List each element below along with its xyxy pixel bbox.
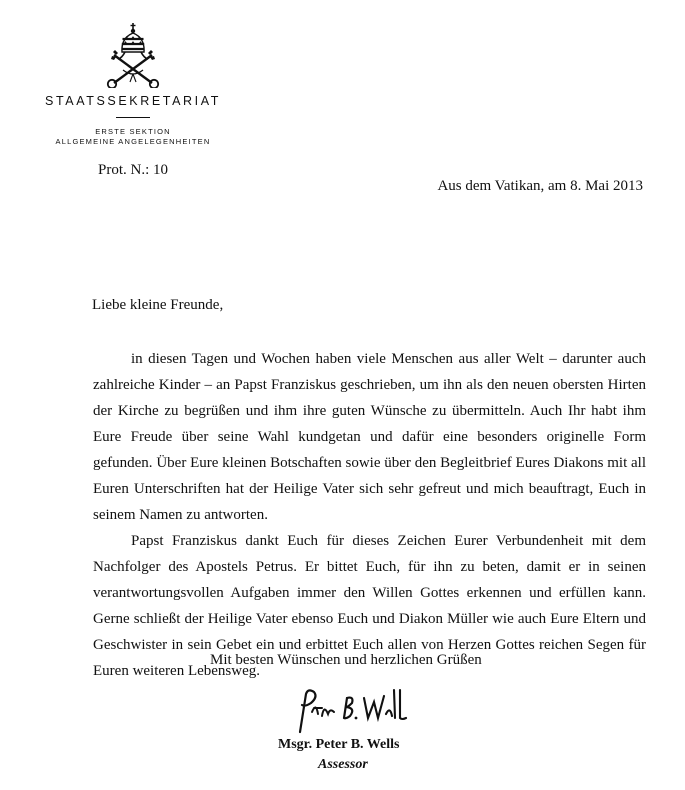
date-line: Aus dem Vatikan, am 8. Mai 2013: [437, 178, 643, 194]
paragraph-2: Papst Franziskus dankt Euch für dieses Zeichen Eurer Verbundenheit mit dem Nachfolger des Apostels Petrus. Er bittet Euch, für ihn zu beten, damit er in seinen verantwortungsvollen Aufgaben immer den Willen Gottes erkennen und erfüllen kann. Gerne schließt der Heilige Vater ebenso Euch und Diakon Müller wie auch Eure Eltern und Geschwister in sein Gebet ein und erbittet Euch allen von Herzen Gottes reichen Segen für Euren weiteren Lebensweg.: [93, 533, 646, 679]
closing-line: Mit besten Wünschen und herzlichen Grüßen: [210, 652, 482, 668]
divider: [116, 117, 150, 118]
protocol-number: Prot. N.: 10: [98, 162, 169, 178]
papal-coat-of-arms-icon: [101, 22, 165, 88]
section-line-2: ALLGEMEINE ANGELEGENHEITEN: [55, 137, 211, 146]
salutation: Liebe kleine Freunde,: [92, 297, 224, 313]
handwritten-signature: [292, 688, 412, 736]
paragraph-1: in diesen Tagen und Wochen haben viele Menschen aus aller Welt – darunter auch zahlreiche Kinder – an Papst Franziskus geschrieben, um ihn als den neuen obersten Hirten der Kirche zu begrüßen und ihm ihre guten Wünsche zu übermitteln. Auch Ihr habt ihm Eure Freude über seine Wahl kundgetan und dafür eine besonders originelle Form gefunden. Über Eure kleinen Botschaften sowie über den Begleitbrief Eures Diakons mit all Euren Unterschriften hat der Heilige Vater sich sehr gefreut und mich beauftragt, Euch in seinem Namen zu antworten.: [93, 351, 646, 523]
signer-name: Msgr. Peter B. Wells: [278, 737, 400, 752]
signer-title: Assessor: [318, 757, 368, 772]
section-line-1: ERSTE SEKTION: [95, 127, 171, 136]
letterhead: [28, 22, 238, 147]
letter-body: [93, 346, 646, 684]
office-name: STAATSSEKRETARIAT: [45, 94, 221, 108]
